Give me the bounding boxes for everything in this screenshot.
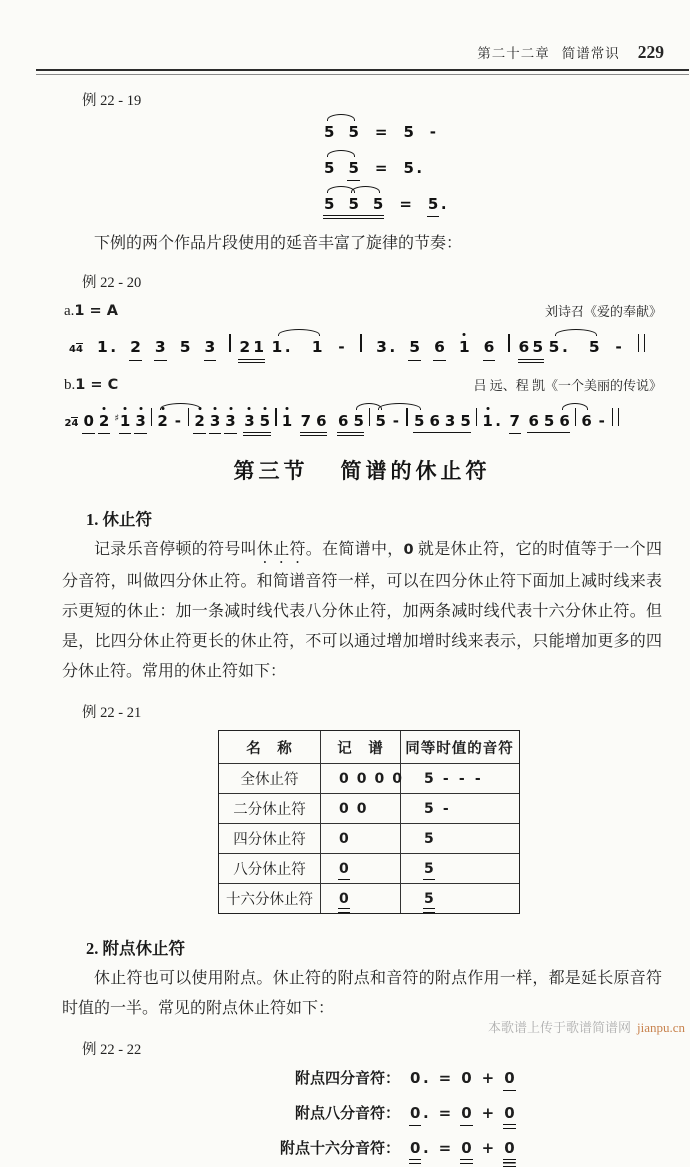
beam-line bbox=[243, 435, 271, 437]
barline bbox=[151, 408, 153, 426]
duration-dash: - bbox=[615, 338, 622, 357]
equal-value-note bbox=[400, 854, 518, 883]
note: 5 bbox=[424, 860, 434, 877]
note: 2 bbox=[239, 338, 251, 357]
note: 5 bbox=[348, 122, 359, 141]
barline bbox=[360, 334, 362, 352]
note: 6 bbox=[581, 412, 592, 431]
beam-line bbox=[518, 362, 544, 364]
note: 5 bbox=[460, 412, 471, 431]
page-content bbox=[0, 89, 690, 1167]
barline bbox=[229, 334, 231, 352]
piece-b-key: b.1 = C bbox=[64, 377, 119, 394]
beam-line bbox=[323, 215, 384, 217]
final-barline bbox=[638, 334, 646, 352]
note: 5 bbox=[348, 158, 359, 177]
note: 6 bbox=[338, 412, 349, 431]
note: 5 bbox=[403, 122, 414, 141]
note: 0 bbox=[461, 1104, 472, 1123]
note: 6 bbox=[429, 412, 440, 431]
table-row bbox=[219, 793, 519, 823]
tie-arc bbox=[160, 403, 201, 410]
music-line bbox=[317, 112, 662, 148]
note: 1 bbox=[458, 338, 470, 357]
rest-notation bbox=[320, 794, 400, 823]
beam-line bbox=[323, 218, 384, 220]
intro-paragraph: 下例的两个作品片段使用的延音丰富了旋律的节奏： bbox=[94, 235, 463, 253]
note: 6 bbox=[559, 412, 570, 431]
note: 3 bbox=[204, 338, 216, 357]
note: 5 bbox=[414, 412, 425, 431]
note: 5 . bbox=[427, 195, 447, 214]
note: 6 bbox=[483, 338, 495, 357]
chapter-subtitle: 简谱常识 bbox=[561, 46, 620, 61]
operator: = bbox=[438, 1104, 452, 1123]
rest-notation bbox=[320, 764, 400, 793]
note: 3 bbox=[135, 412, 146, 431]
music-line bbox=[317, 184, 662, 220]
note: 5 bbox=[348, 195, 359, 214]
duration-dash: - bbox=[458, 770, 465, 787]
note: 5 bbox=[588, 338, 600, 357]
rest-notation bbox=[320, 824, 400, 853]
beam-line bbox=[300, 432, 327, 434]
music-line-b bbox=[62, 395, 662, 439]
example-20-label: 例 22 - 20 bbox=[82, 275, 142, 292]
table-row bbox=[219, 853, 519, 883]
duration-dash: - bbox=[442, 770, 449, 787]
dotted-rest-formula bbox=[260, 1132, 662, 1167]
duration-dash: - bbox=[174, 412, 181, 431]
music-line-a bbox=[62, 321, 662, 366]
subsection-2-heading: 2. 附点休止符 bbox=[86, 939, 185, 959]
barline bbox=[508, 334, 510, 352]
piece-a-key: a.1 = A bbox=[64, 303, 118, 320]
beam-line bbox=[238, 362, 265, 364]
section-heading bbox=[62, 455, 662, 485]
operator: + bbox=[481, 1139, 495, 1158]
duration-dash: - bbox=[338, 338, 345, 357]
watermark-site-link[interactable]: jianpu.cn bbox=[636, 1020, 685, 1035]
tie-arc bbox=[278, 329, 320, 336]
header-rule bbox=[36, 69, 689, 75]
tie-arc bbox=[327, 150, 355, 157]
final-barline bbox=[612, 408, 620, 426]
duration-dash: - bbox=[392, 412, 400, 431]
note: ♯1 bbox=[114, 412, 131, 431]
note: 5 bbox=[543, 412, 555, 431]
barline bbox=[406, 408, 408, 426]
rest-name: 十六分休止符 bbox=[226, 892, 313, 909]
piece-a-header bbox=[64, 301, 662, 320]
beam-line bbox=[527, 432, 570, 434]
note: 5 bbox=[179, 338, 191, 357]
note: 5 bbox=[259, 412, 271, 431]
tie-arc bbox=[351, 186, 380, 193]
dotted-rest-formula bbox=[260, 1062, 662, 1097]
note: 5 bbox=[409, 338, 421, 357]
note: 5 bbox=[424, 800, 434, 817]
note: 7 bbox=[509, 412, 520, 431]
watermark-text: 本歌谱上传于歌谱简谱网 bbox=[487, 1020, 631, 1035]
barline bbox=[275, 408, 277, 426]
page-number: 229 bbox=[637, 42, 664, 62]
beam-line bbox=[337, 435, 364, 437]
operator: = bbox=[374, 158, 388, 177]
duration-dash: - bbox=[474, 770, 481, 787]
note: 0 bbox=[339, 860, 349, 877]
note: 2 bbox=[130, 338, 141, 357]
operator: = bbox=[438, 1139, 452, 1158]
chapter-title: 第二十二章 bbox=[477, 46, 550, 61]
note: 0 bbox=[504, 1069, 515, 1088]
equal-value-note bbox=[400, 884, 518, 913]
rest-name: 八分休止符 bbox=[233, 862, 306, 879]
formula-music bbox=[405, 1104, 520, 1122]
example-21-label: 例 22 - 21 bbox=[82, 705, 142, 722]
rest-notation bbox=[320, 854, 400, 883]
note: 7 bbox=[300, 412, 312, 431]
rest-notation bbox=[320, 884, 400, 913]
dotted-rest-formula bbox=[260, 1097, 662, 1132]
note: 0 bbox=[356, 770, 367, 787]
formula-music bbox=[405, 1069, 520, 1087]
note: 0 bbox=[339, 800, 349, 817]
equal-value-note bbox=[400, 764, 518, 793]
column-header-notation: 记 谱 bbox=[320, 731, 400, 763]
equal-value-note bbox=[400, 794, 518, 823]
note: 0 . bbox=[410, 1139, 429, 1158]
tie-arc bbox=[562, 403, 588, 410]
subsection-1-heading: 1. 休止符 bbox=[86, 510, 152, 530]
note: 1 bbox=[281, 412, 293, 431]
section-number: 第三节 bbox=[233, 459, 309, 484]
time-signature: 24 bbox=[64, 418, 79, 430]
note: 5 bbox=[324, 122, 335, 141]
column-header-name: 名 称 bbox=[246, 740, 293, 757]
dotted-rests-paragraph: 休止符也可以使用附点。休止符的附点和音符的附点作用一样，都是延长原音符时值的一半。常见的附点休止符如下： bbox=[62, 970, 662, 1018]
beam-line bbox=[518, 359, 544, 361]
note: 5 bbox=[532, 338, 544, 357]
note: 5 . bbox=[548, 338, 568, 357]
formula-label: 附点十六分音符： bbox=[279, 1141, 400, 1158]
note: 1 . bbox=[271, 338, 291, 357]
piece-b-credit: 吕 远、程 凯《一个美丽的传说》 bbox=[473, 378, 662, 394]
note: 0 bbox=[461, 1139, 472, 1158]
rest-table bbox=[218, 730, 520, 914]
note: 0 bbox=[83, 412, 94, 431]
table-body bbox=[219, 763, 519, 913]
note: 5 . bbox=[403, 158, 423, 177]
note: 3 bbox=[225, 412, 236, 431]
note: 0 bbox=[339, 770, 349, 787]
rest-name: 全休止符 bbox=[240, 772, 299, 789]
formula-music bbox=[405, 1139, 520, 1157]
beam-line bbox=[413, 432, 471, 434]
barline bbox=[188, 408, 190, 426]
note: 5 bbox=[353, 412, 364, 431]
watermark bbox=[488, 1017, 685, 1036]
emphasized-term: 休止符 bbox=[256, 541, 306, 559]
note: 3 bbox=[244, 412, 255, 431]
barline bbox=[369, 408, 371, 426]
note: 0 . bbox=[410, 1069, 429, 1088]
rests-paragraph: 记录乐音停顿的符号叫休止符。在简谱中，0 就是休止符，它的时值等于一个四分音符，叫做四分休止符。和简谱音符一样，可以在四分休止符下面加上减时线来表示更短的休止：加一条减时线代表八分休止符，加两条减时线代表十六分休止符。但是，比四分休止符更长的休止符，不可以通过增加增时线来表示，只能增加更多的四分休止符。常用的休止符如下： bbox=[62, 541, 662, 681]
barline bbox=[476, 408, 478, 426]
note: 1 bbox=[311, 338, 323, 357]
tie-arc bbox=[378, 403, 421, 410]
operator: = bbox=[399, 195, 412, 214]
page-header bbox=[0, 0, 690, 63]
note: 6 bbox=[434, 338, 445, 357]
note: 5 bbox=[424, 890, 434, 907]
note: 5 bbox=[424, 830, 434, 847]
note: 0 bbox=[461, 1069, 472, 1088]
note: 5 bbox=[375, 412, 386, 431]
note: 5 bbox=[324, 158, 335, 177]
piece-a-credit: 刘诗召《爱的奉献》 bbox=[544, 304, 662, 320]
beam-line bbox=[238, 359, 265, 361]
rest-name: 二分休止符 bbox=[233, 802, 306, 819]
note: 6 bbox=[518, 338, 530, 357]
note: 5 bbox=[424, 770, 434, 787]
note: 0 bbox=[504, 1104, 515, 1123]
note: 2 bbox=[194, 412, 205, 431]
beam-line bbox=[300, 435, 327, 437]
duration-dash: - bbox=[598, 412, 605, 431]
duration-dash: - bbox=[442, 800, 449, 817]
tie-arc bbox=[555, 329, 597, 336]
music-line bbox=[317, 148, 662, 184]
equal-value-note bbox=[400, 824, 518, 853]
note: 2 bbox=[98, 412, 110, 431]
table-row bbox=[219, 763, 519, 793]
dotted-rest-formulas bbox=[260, 1062, 662, 1167]
note: 0 bbox=[504, 1139, 515, 1158]
note: 3 bbox=[154, 338, 166, 357]
note: 2 bbox=[157, 412, 168, 431]
note: 0 bbox=[356, 800, 367, 817]
note: 5 bbox=[372, 195, 384, 214]
beam-line bbox=[243, 432, 271, 434]
beam-line bbox=[337, 432, 364, 434]
note: 0 bbox=[339, 830, 349, 847]
table-row bbox=[219, 823, 519, 853]
note: 0 . bbox=[410, 1104, 429, 1123]
note: 1 . bbox=[482, 412, 501, 431]
note: 6 bbox=[528, 412, 539, 431]
operator: + bbox=[481, 1104, 495, 1123]
barline bbox=[575, 408, 577, 426]
rest-symbol-zero: 0 bbox=[403, 542, 414, 559]
sharp-icon: ♯ bbox=[114, 413, 119, 425]
formula-label: 附点四分音符： bbox=[294, 1071, 400, 1088]
piece-b-header bbox=[64, 375, 662, 394]
note: 3 . bbox=[376, 338, 396, 357]
table-row bbox=[219, 883, 519, 913]
example-19-label: 例 22 - 19 bbox=[82, 92, 142, 109]
operator: = bbox=[438, 1069, 452, 1088]
example-19-block bbox=[317, 112, 662, 221]
tie-arc bbox=[327, 114, 355, 121]
note: 1 . bbox=[96, 338, 117, 357]
operator: = bbox=[374, 122, 388, 141]
note: 5 bbox=[324, 195, 335, 214]
time-signature: 44 bbox=[69, 344, 83, 356]
note: 0 bbox=[374, 770, 385, 787]
section-title: 简谱的休止符 bbox=[340, 459, 491, 484]
rest-name: 四分休止符 bbox=[233, 832, 306, 849]
note: 1 bbox=[253, 338, 264, 357]
duration-dash: - bbox=[429, 122, 436, 141]
note: 6 bbox=[316, 412, 327, 431]
note: 0 bbox=[339, 890, 349, 907]
example-22-label: 例 22 - 22 bbox=[82, 1042, 142, 1059]
note: 3 bbox=[444, 412, 456, 431]
formula-label: 附点八分音符： bbox=[294, 1106, 400, 1123]
note: 3 bbox=[209, 412, 221, 431]
column-header-equal-value: 同等时值的音符 bbox=[400, 731, 518, 763]
table-header-row bbox=[219, 731, 519, 763]
operator: + bbox=[481, 1069, 495, 1088]
note: 0 bbox=[392, 770, 402, 787]
